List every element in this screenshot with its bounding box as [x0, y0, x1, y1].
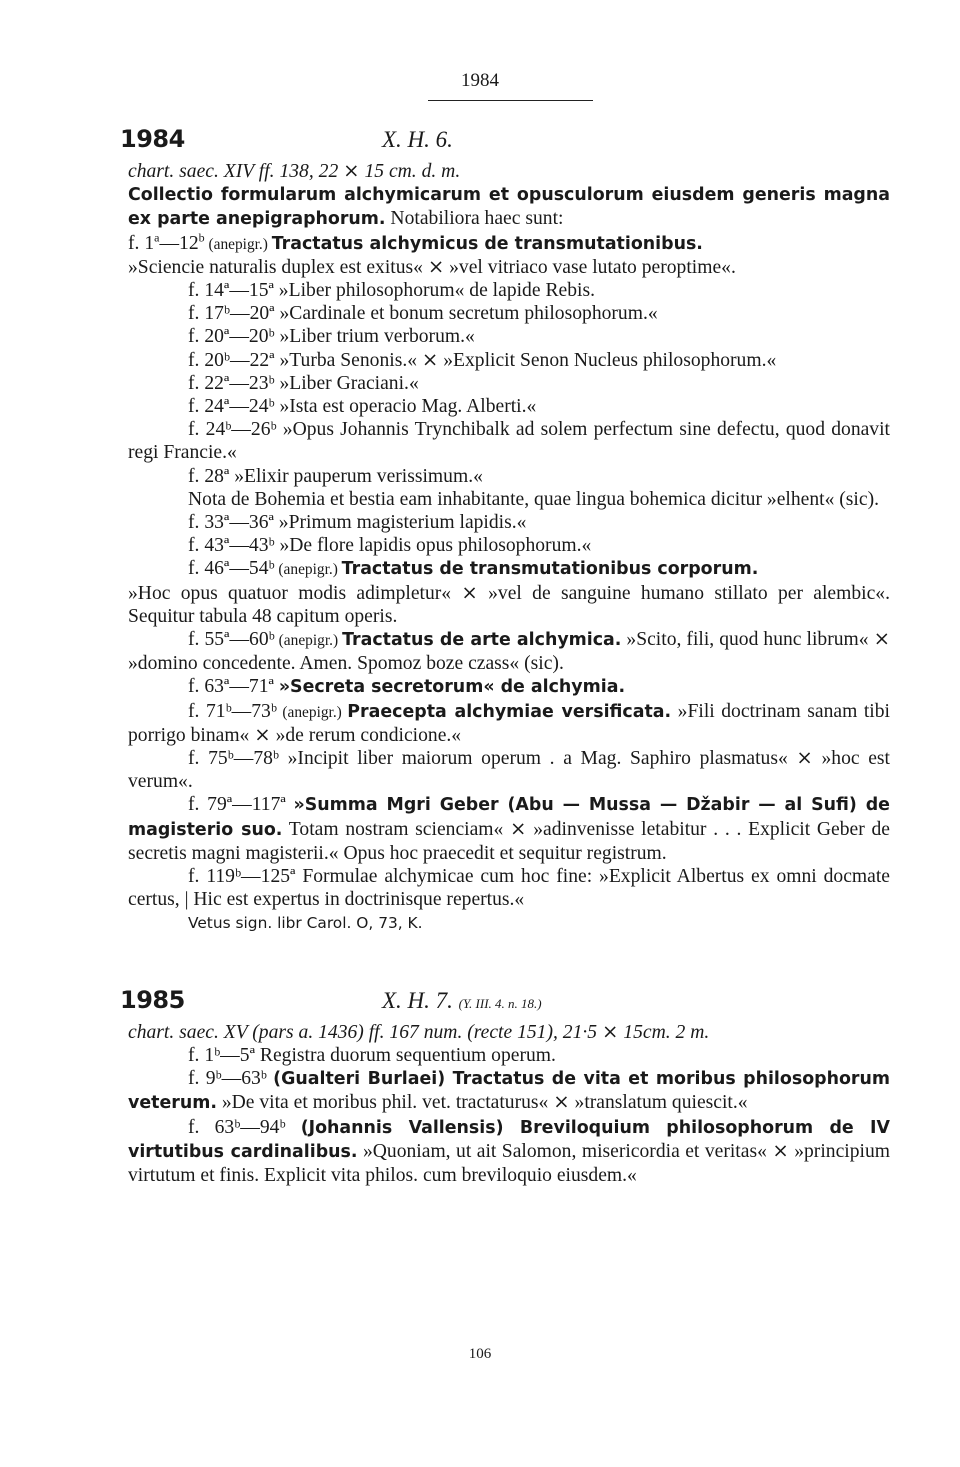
signature-main: X. H. 7.: [382, 987, 453, 1013]
shelf-signature: [382, 989, 542, 1015]
page-number: 106: [468, 1346, 492, 1362]
folio-ref: f. 63ᵇ—94ᵇ: [188, 1116, 301, 1138]
item-incipit: »Scito, fili, quod hunc librum« ⨯ »domino concedente. Amen. Spomoz boze czass« (sic).: [128, 629, 891, 675]
item-title: (Johannis Vallensis) Breviloquium philosophorum de IV virtutibus cardinalibus.: [128, 1117, 890, 1162]
signature-note: (Y. III. 4. n. 18.): [458, 995, 542, 1011]
note-bohemia: Nota de Bohemia et bestia eam inhabitante, quae lingua bohemica dicitur »elhent« (sic).: [188, 488, 879, 510]
item-f46: [128, 557, 890, 581]
folio-ref: f. 71ᵇ—73ᵇ: [188, 700, 277, 722]
item-f24a: f. 24ª—24ᵇ »Ista est operacio Mag. Alberti.«: [188, 396, 537, 418]
item-f46-incipit: »Hoc opus quatuor modis adimpletur« ⨯ »vel de sanguine humano stillato per alembic«. Sequitur tabula 48 capitum operis.: [128, 582, 890, 627]
item-title: »Summa Mgri Geber (Abu — Mussa — Džabir — al Sufi) de magisterio suo.: [128, 795, 890, 840]
folio-ref: f. 55ª—60ᵇ: [188, 629, 275, 651]
codex-description: chart. saec. XV (pars a. 1436) ff. 167 num. (recte 151), 21·5 ⨯ 15cm. 2 m.: [128, 1021, 710, 1043]
item-title: »Secreta secretorum« de alchymia.: [278, 677, 626, 698]
item-incipit: Totam nostram scienciam« ⨯ »adinvenisse letabitur . . . Explicit Geber de secretis magni magisterii.« Opus hoc praecedit et sequitur registrum.: [128, 818, 890, 864]
item-f33: f. 33ª—36ª »Primum magisterium lapidis.«: [188, 512, 527, 534]
folio-sup: b: [198, 230, 205, 245]
item-title: Praecepta alchymiae versificata.: [347, 701, 672, 722]
item-f1: [128, 232, 890, 256]
item-f24b: f. 24ᵇ—26ᵇ »Opus Johannis Trynchibalk ad solem perfectum sine defectu, quod donavit regi Francie.«: [128, 419, 890, 464]
folio-ref: f. 1: [128, 232, 155, 254]
collection-summary: [128, 183, 890, 231]
anepigr-note: (anepigr.): [276, 703, 348, 721]
item-f119: f. 119ᵇ—125ª Formulae alchymicae cum hoc fine: »Explicit Albertus ex omni docmate certus, | Hic est expertus in doctrinisque repertus.«: [128, 866, 890, 911]
incipit-line: »Sciencie naturalis duplex est exitus« ⨯ »vel vitriaco vase lutato peroptime«.: [128, 256, 736, 278]
item-incipit: »De vita et moribus phil. vet. tractaturus« ⨯ »translatum quiescit.«: [216, 1092, 748, 1114]
running-head: 1984: [461, 70, 499, 91]
item-f20a: f. 20ª—20ᵇ »Liber trium verborum.«: [188, 326, 475, 348]
collection-note: Notabiliora haec sunt:: [385, 208, 564, 230]
entry-1984-heading: [120, 124, 890, 160]
item-f63: [128, 675, 890, 699]
page-content: [120, 120, 891, 1187]
entry-1985-heading: [120, 985, 890, 1021]
anepigr-note: (anepigr.): [204, 235, 272, 253]
folio-sup: a: [154, 230, 160, 245]
item-f79: [128, 793, 890, 865]
codex-description: chart. saec. XIV ff. 138, 22 ⨯ 15 cm. d. m.: [128, 161, 461, 182]
item-f20b: f. 20ᵇ—22ª »Turba Senonis.« ⨯ »Explicit Senon Nucleus philosophorum.«: [188, 349, 777, 371]
item-f43: f. 43ª—43ᵇ »De flore lapidis opus philosophorum.«: [188, 535, 592, 557]
item-title: Tractatus de transmutationibus corporum.: [341, 559, 759, 580]
entry-number: 1985: [120, 985, 185, 1014]
item-title: Tractatus de arte alchymica.: [342, 630, 622, 651]
shelf-signature: X. H. 6.: [382, 127, 453, 152]
item-f63: [128, 1116, 890, 1188]
folio-ref: f. 79ª—117ª: [188, 794, 294, 816]
folio-range: —12: [159, 232, 199, 254]
header-rule: [428, 100, 593, 101]
item-f55: [128, 628, 890, 675]
item-f71: [128, 700, 890, 747]
item-f9: [128, 1067, 890, 1115]
folio-ref: f. 63ª—71ª: [188, 676, 279, 698]
old-signature: Vetus sign. libr Carol. O, 73, K.: [188, 913, 423, 932]
item-incipit: »Fili doctrinam sanam tibi porrigo binam« ⨯ »de rerum condicione.«: [128, 700, 890, 746]
item-f17: f. 17ᵇ—20ª »Cardinale et bonum secretum philosophorum.«: [188, 303, 658, 325]
item-f1: f. 1ᵇ—5ª Registra duorum sequentium operum.: [188, 1044, 556, 1066]
item-title: (Gualteri Burlaei) Tractatus de vita et moribus philosophorum veterum.: [128, 1069, 890, 1114]
item-f75: f. 75ᵇ—78ᵇ »Incipit liber maiorum operum . a Mag. Saphiro plasmatus« ⨯ »hoc est verum«.: [128, 748, 890, 793]
entry-number: 1984: [120, 125, 185, 153]
item-f14: f. 14ª—15ª »Liber philosophorum« de lapide Rebis.: [188, 280, 595, 302]
folio-ref: f. 46ª—54ᵇ: [188, 558, 275, 580]
item-f28: f. 28ª »Elixir pauperum verissimum.«: [188, 465, 483, 487]
item-incipit: »Quoniam, ut ait Salomon, misericordia et veritas« ⨯ »principium virtutum et finis. Explicit vita philos. cum breviloquio eiusdem.«: [128, 1140, 890, 1186]
anepigr-note: (anepigr.): [274, 632, 343, 650]
item-f22: f. 22ª—23ᵇ »Liber Graciani.«: [188, 372, 419, 394]
item-title: Tractatus alchymicus de transmutationibus.: [271, 233, 703, 254]
collection-title: Collectio formularum alchymicarum et opusculorum eiusdem generis magna ex parte anepigraphorum.: [128, 185, 890, 230]
anepigr-note: (anepigr.): [274, 561, 342, 579]
folio-ref: f. 9ᵇ—63ᵇ: [188, 1068, 274, 1090]
